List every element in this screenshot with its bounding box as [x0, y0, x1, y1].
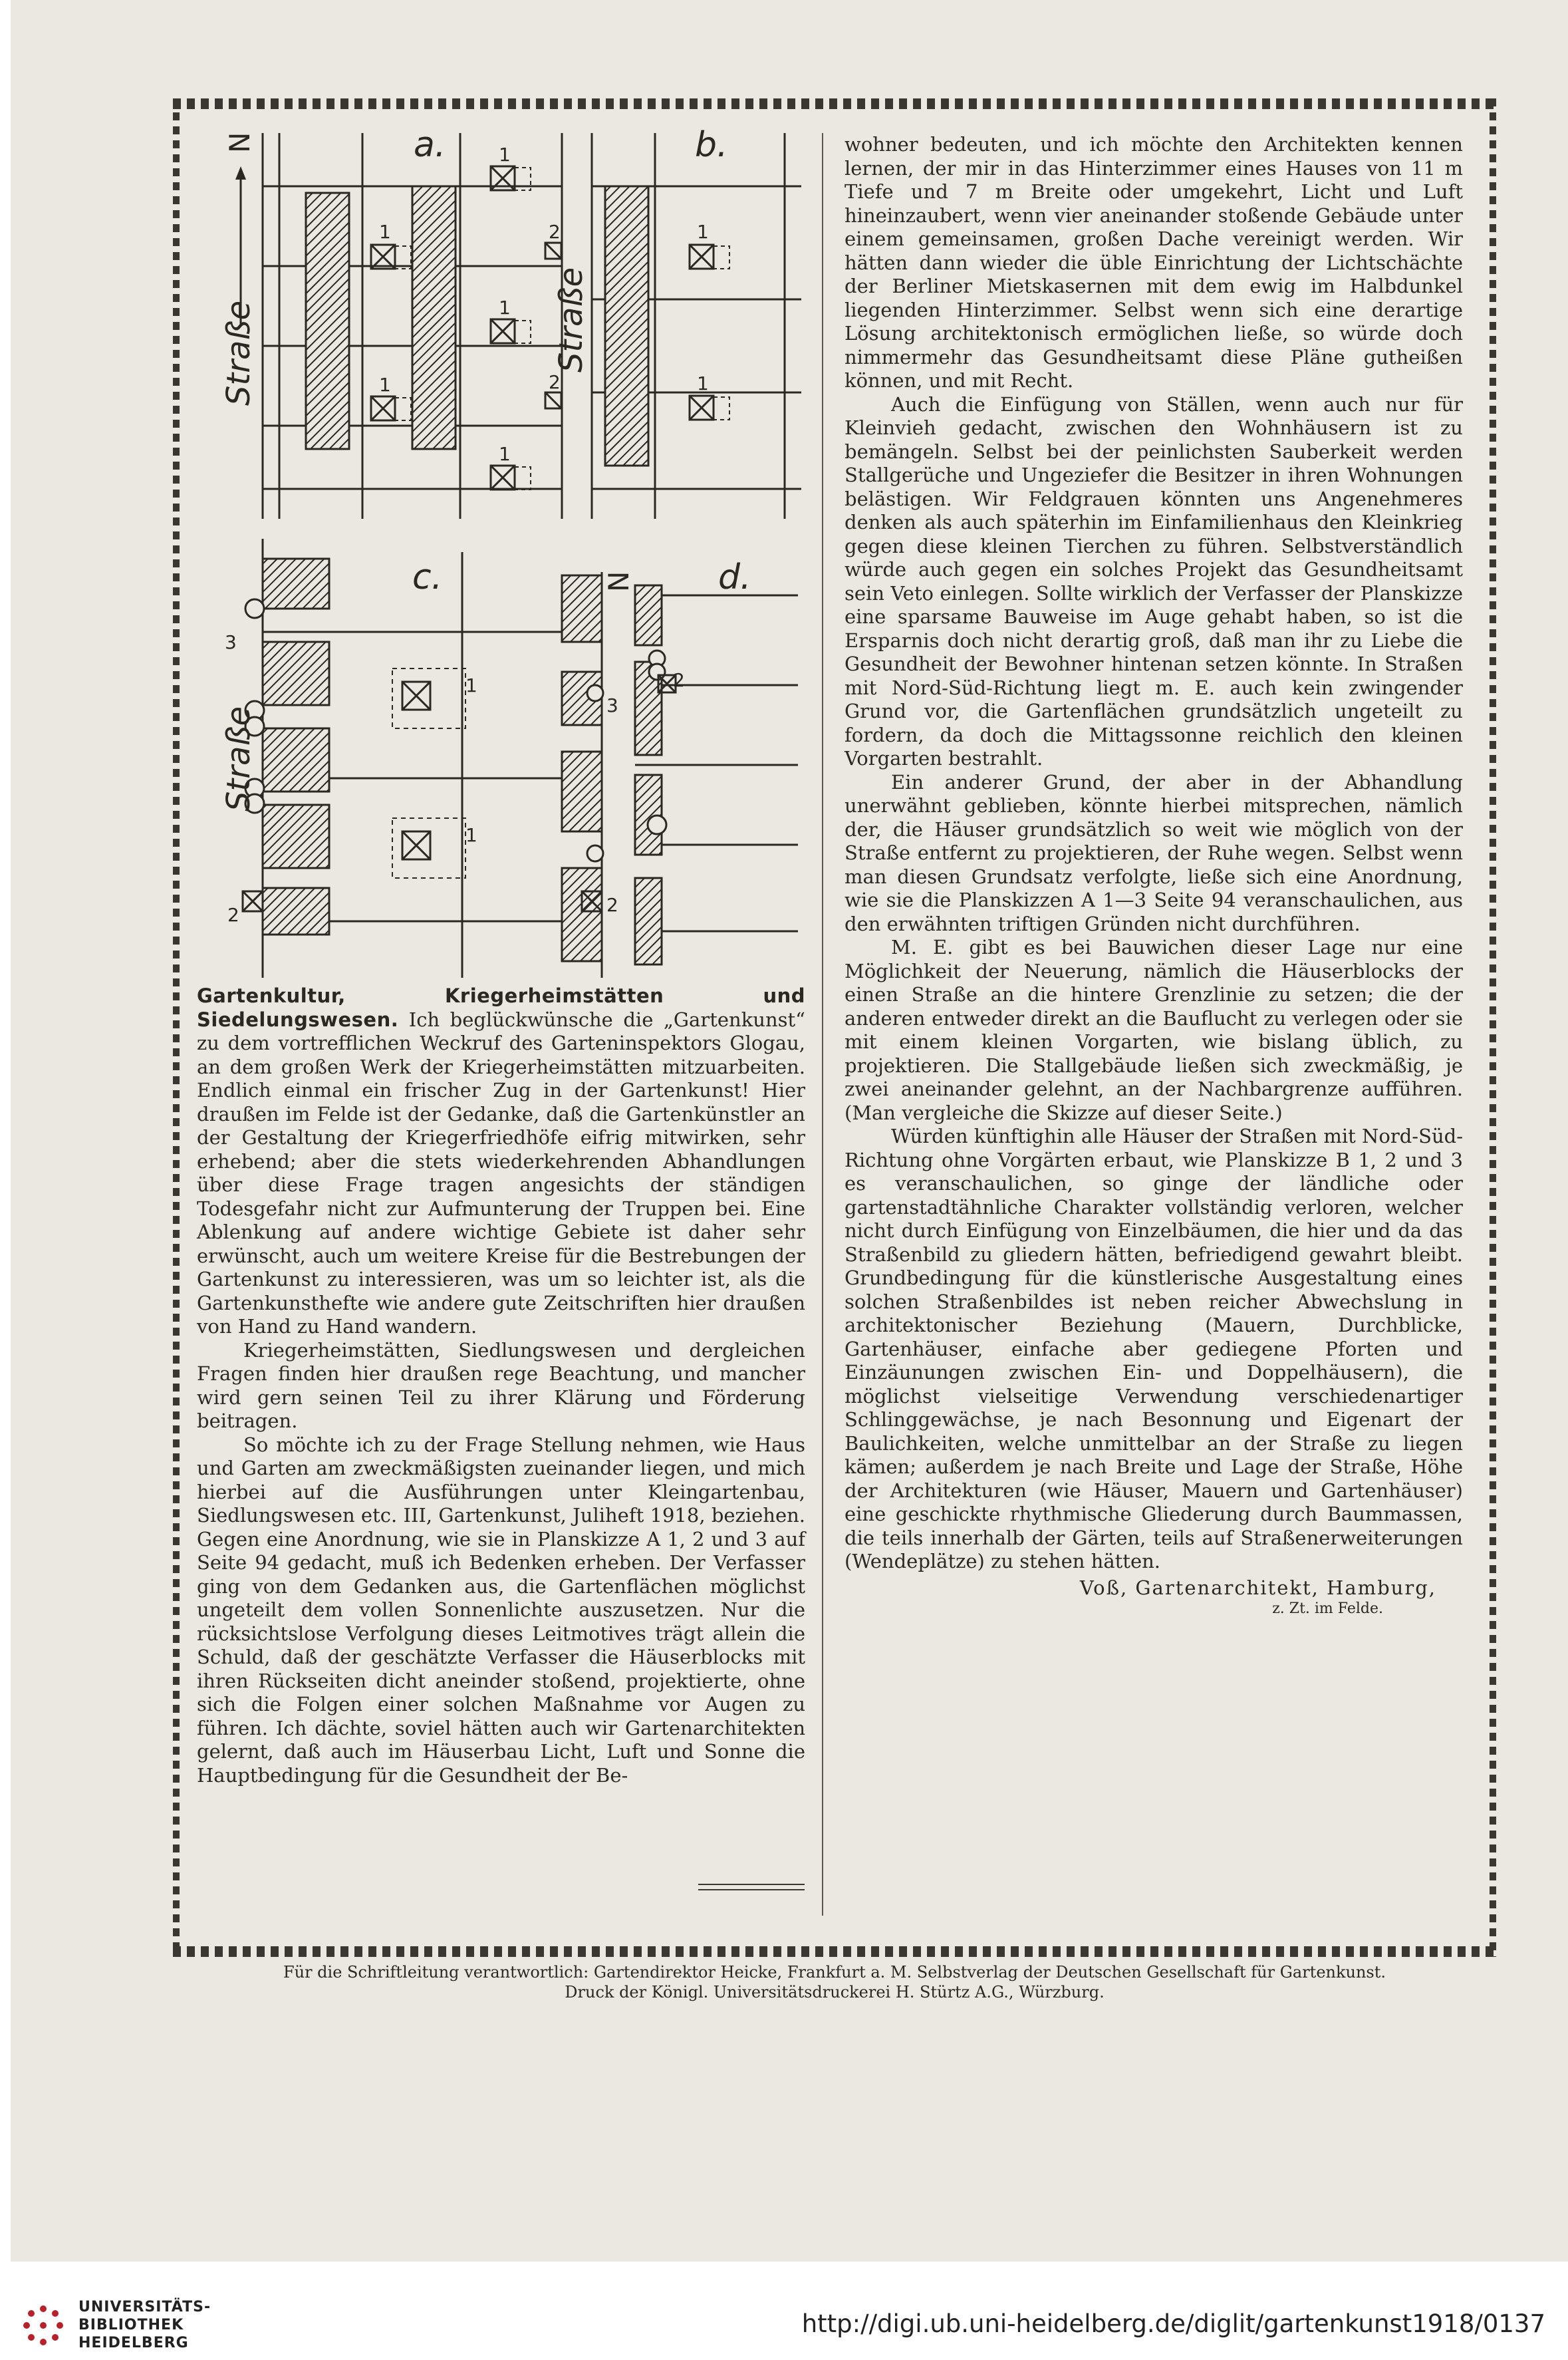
- imprint-footer: [173, 1962, 1496, 2002]
- paragraph-6: Ein anderer Grund, der aber in der Abhandlung unerwähnt geblieben, könnte hierbei mitsprechen, nämlich der, die Häuser grundsätzlich so weit wie möglich von der Straße entfernt zu projektieren, der Ruhe wegen. Selbst wenn man diesen Grundsatz verfolgte, ließe sich eine Anordnung, wie sie die Planskizzen A 1—3 Seite 94 veranschaulichen, aus den erwähnten triftigen Gründen nicht durchführen.: [845, 770, 1463, 935]
- paragraph-1: [197, 984, 805, 1339]
- well-number: 3: [225, 631, 237, 653]
- library-branding[interactable]: [23, 2298, 211, 2352]
- imprint-line-1: Für die Schriftleitung verantwortlich: Gartendirektor Heicke, Frankfurt a. M. Selbstverlag der Deutschen Gesellschaft für Gartenkunst.: [283, 1963, 1386, 1982]
- street-label-b: Straße: [553, 267, 590, 372]
- stable-number: 2: [673, 669, 685, 691]
- article-headline: Gartenkultur, Kriegerheimstätten und Siedelungswesen.: [197, 984, 805, 1031]
- sketch-label-c: c.: [412, 557, 443, 597]
- library-name: [78, 2298, 211, 2352]
- author-signature: Voß, Gartenarchitekt, Hamburg,: [1079, 1576, 1436, 1599]
- column-divider: [822, 133, 823, 1916]
- library-name-line-2: BIBLIOTHEK: [78, 2317, 184, 2333]
- stable-number: 1: [465, 824, 477, 846]
- stable-number: 2: [549, 221, 561, 243]
- dotted-frame-top: [173, 98, 1496, 109]
- library-logo-icon: [23, 2305, 64, 2346]
- left-column: [197, 984, 805, 1787]
- sketch-label-d: d.: [718, 557, 751, 597]
- paragraph-4: wohner bedeuten, und ich möchte den Architekten kennen lernen, der mir in das Hinterzimmer eines Hauses von 11 m Tiefe und 7 m Breite oder umgekehrt, Licht und Luft hineinzaubert, wenn vier aneinander stoßende Gebäude unter einem gemeinsamen, großen Dache vereinigt werden. Wir hätten dann wieder die üble Einrichtung der Lichtschächte der Berliner Mietskasernen mit dem ewig im Halbdunkel liegenden Hinterzimmer. Selbst wenn sich eine derartige Lösung architektonisch ermöglichen ließe, so würde doch nimmermehr das Gesundheitsamt diese Pläne gutheißen können, und mit Recht.: [845, 133, 1463, 392]
- paragraph-2: Kriegerheimstätten, Siedlungswesen und dergleichen Fragen finden hier draußen rege Beachtung, und mancher wird gern seinen Teil zu ihrer Klärung und Förderung beitragen.: [197, 1338, 805, 1432]
- street-label-a: Straße: [220, 300, 257, 406]
- stable-number: 2: [606, 894, 618, 916]
- sketch-label-b: b.: [695, 126, 728, 165]
- site-plan-sketch-ab: [199, 126, 818, 525]
- arrowhead-icon: [235, 166, 246, 180]
- paragraph-3: So möchte ich zu der Frage Stellung nehmen, wie Haus und Garten am zweckmäßigsten zueinander liegen, und mich hierbei auf die Ausführungen unter Kleingartenbau, Siedlungswesen etc. III, Gartenkunst, Juliheft 1918, beziehen. Gegen eine Anordnung, wie sie in Planskizze A 1, 2 und 3 auf Seite 94 gedacht, muß ich Bedenken erheben. Der Verfasser ging von dem Gedanken aus, die Gartenflächen möglichst ungeteilt dem vollen Sonnenlichte auszusetzen. Nur die rücksichtslose Verfolgung dieses Leitmotives trägt allein die Schuld, daß der geschätzte Verfasser die Häuserblocks mit ihren Rückseiten dicht aneinder stoßend, projektierte, ohne sich die Folgen einer solchen Maßnahme vor Augen zu führen. Ich dächte, soviel hätten auch wir Gartenarchitekten gelernt, daß auch im Häuserbau Licht, Luft und Sonne die Hauptbedingung für die Gesundheit der Be-: [197, 1433, 805, 1787]
- stable-number: 2: [227, 904, 239, 926]
- dotted-frame-left: [173, 98, 180, 1957]
- library-name-line-1: UNIVERSITÄTS-: [78, 2299, 211, 2315]
- library-name-line-3: HEIDELBERG: [78, 2335, 189, 2351]
- stable-number: 1: [379, 374, 391, 396]
- north-arrow-label: N: [602, 571, 635, 592]
- right-column: [845, 133, 1463, 1618]
- north-arrow-label: N: [223, 132, 256, 153]
- stable-number: 1: [499, 443, 511, 465]
- author-note: z. Zt. im Felde.: [1272, 1600, 1383, 1617]
- paragraph-8: Würden künftighin alle Häuser der Straßen mit Nord-Süd-Richtung ohne Vorgärten erbaut, wie Planskizze B 1, 2 und 3 es veranschaulichen, so ginge der ländliche oder gartenstadtähnliche Charakter vollständig verloren, welcher nicht durch Einfügung von Einzelbäumen, die hier und da das Straßenbild zu gliedern hätten, befriedigend gewahrt bleibt. Grundbedingung für die künstlerische Ausgestaltung eines solchen Straßenbildes ist neben reicher Abwechslung in architektonischer Beziehung (Mauern, Durchblicke, Gartenhäuser, einfache aber gediegene Pforten und Einzäunungen zwischen Ein- und Doppelhäusern), die möglichst vielseitige Verwendung verschiedenartiger Schlinggewächse, je nach Besonnung und Eigenart der Baulichkeiten, welche unmittelbar an der Straße zu liegen kämen; außerdem je nach Breite und Lage der Straße, Höhe der Architekturen (wie Häuser, Mauern und Gartenhäuser) eine geschickte rhythmische Gliederung durch Baummassen, die teils innerhalb der Gärten, teils auf Straßenerweiterungen (Wendeplätze) zu stehen hätten.: [845, 1125, 1463, 1572]
- sketch-label-a: a.: [414, 126, 446, 165]
- paragraph-7: M. E. gibt es bei Bauwichen dieser Lage nur eine Möglichkeit der Neuerung, nämlich die Häuserblocks der einen Straße an die hintere Grenzlinie zu setzen; die der anderen entweder direkt an die Bauflucht zu verlegen oder sie mit einem kleinen Vorgarten, wie bislang üblich, zu projektieren. Die Stallgebäude ließen sich zweckmäßig, je zwei aneinander gelehnt, an der Nachbargrenze aufführen. (Man vergleiche die Skizze auf dieser Seite.): [845, 936, 1463, 1124]
- source-url-link[interactable]: http://digi.ub.uni-heidelberg.de/diglit/gartenkunst1918/0137: [801, 2309, 1545, 2338]
- stable-number: 1: [697, 372, 709, 394]
- site-plan-sketch-cd: [199, 532, 818, 984]
- stable-number: 1: [379, 221, 391, 243]
- street-label-c: Straße: [220, 706, 257, 811]
- stable-number: 1: [499, 297, 511, 319]
- end-of-article-rule: [698, 1884, 805, 1894]
- well-number: 3: [606, 694, 618, 716]
- stable-number: 2: [549, 371, 561, 393]
- dotted-frame-right: [1490, 98, 1496, 1957]
- imprint-line-2: Druck der Königl. Universitätsdruckerei H. Stürtz A.G., Würzburg.: [565, 1983, 1105, 2001]
- paragraph-1-text: Ich beglückwünsche die „Gartenkunst“ zu dem vortrefflichen Weckruf des Garteninspektors Glogau, an dem großen Werk der Kriegerheimstätten mitzuarbeiten. Endlich einmal ein frischer Zug in der Gartenkunst! Hier draußen im Felde ist der Gedanke, daß die Gartenkünstler an der Gestaltung der Kriegerfriedhöfe eifrig mitwirken, sehr erhebend; aber die stets wiederkehrenden Abhandlungen über diese Frage tragen angesichts der ständigen Todesgefahr nicht zur Aufmunterung der Truppen bei. Eine Ablenkung auf andere wichtige Gebiete ist daher sehr erwünscht, auch um weitere Kreise für die Bestrebungen der Gartenkunst zu interessieren, was um so leichter ist, als die Gartenkunsthefte wie andere gute Zeitschriften hier draußen von Hand zu Hand wandern.: [197, 1008, 805, 1338]
- paragraph-5: Auch die Einfügung von Ställen, wenn auch nur für Kleinvieh gedacht, zwischen den Wohnhäusern ist zu bemängeln. Selbst bei der peinlichsten Sauberkeit werden Stallgerüche und Ungeziefer die Besitzer in ihren Wohnungen belästigen. Wir Feldgrauen könnten uns Angenehmeres denken als auch späterhin im Einfamilienhaus den Kleinkrieg gegen diese kleinen Tierchen zu führen. Selbstverständlich würde auch gegen ein solches Projekt das Gesundheitsamt sein Veto einlegen. Sollte wirklich der Verfasser der Planskizze eine sparsame Bauweise im Auge gehabt haben, so ist die Ersparnis doch nicht derartig groß, daß man ihr zu Liebe die Gesundheit der Bewohner hintenan setzen könnte. In Straßen mit Nord-Süd-Richtung liegt m. E. auch kein zwingender Grund vor, die Gartenflächen grundsätzlich ungeteilt zu fordern, da doch die Mittagssonne reichlich den kleinen Vorgarten bestrahlt.: [845, 392, 1463, 770]
- dotted-frame-bottom: [173, 1946, 1496, 1957]
- stable-number: 1: [697, 221, 709, 243]
- stable-number: 1: [465, 674, 477, 696]
- stable-number: 1: [499, 144, 511, 166]
